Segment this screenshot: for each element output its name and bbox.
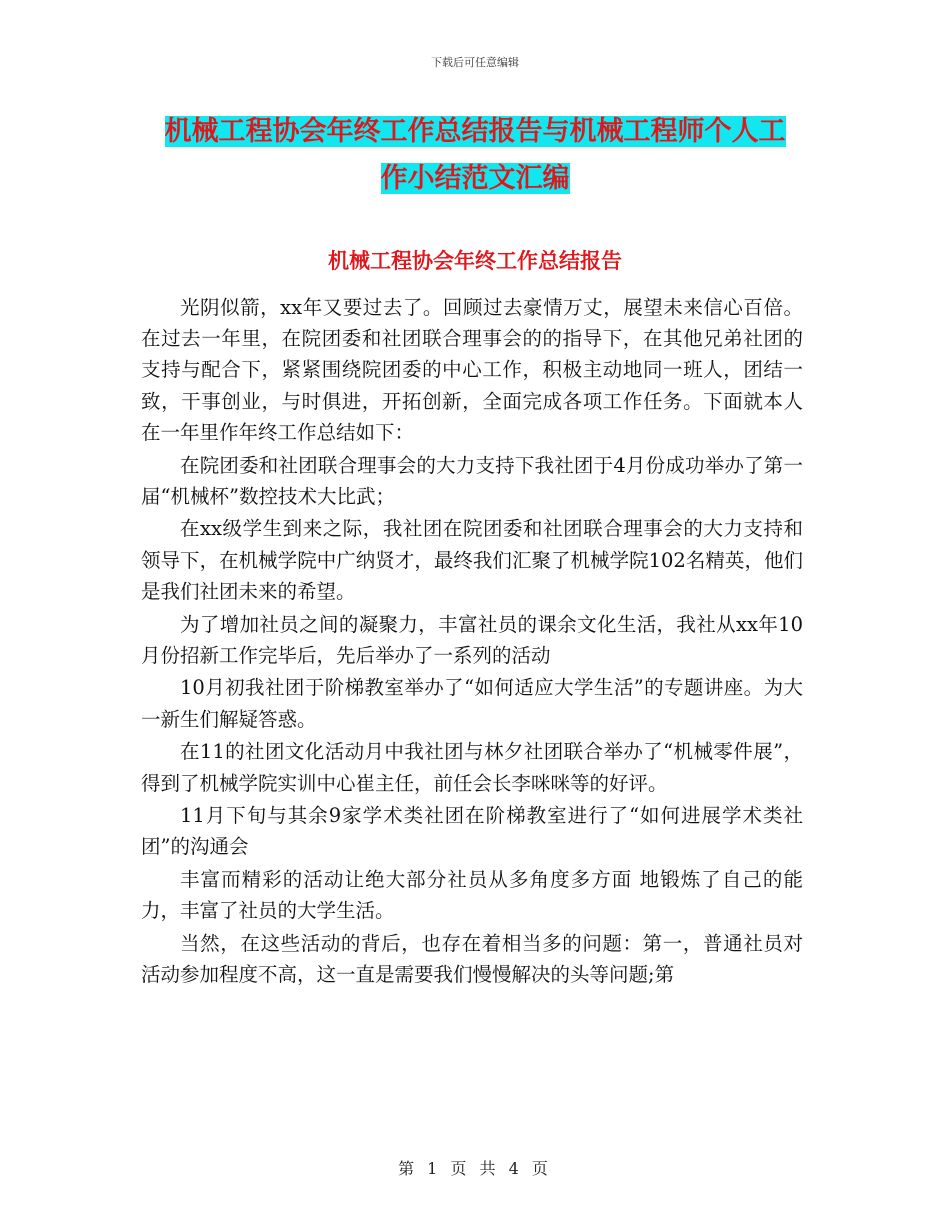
paragraph-4: 为了增加社员之间的凝聚力，丰富社员的课余文化生活，我社从xx年10月份招新工作完毕后，先后举办了一系列的活动 [141, 612, 803, 667]
paragraph-5: 10月初我社团于阶梯教室举办了“如何适应大学生活”的专题讲座。为大一新生们解疑答惑。 [141, 676, 803, 731]
document-title-line-2: 作小结范文汇编 [380, 163, 570, 194]
paragraph-6: 在11的社团文化活动月中我社团与林夕社团联合举办了“机械零件展”，得到了机械学院实训中心崔主任，前任会长李咪咪等的好评。 [141, 740, 803, 795]
body-text [141, 292, 803, 992]
document-title-line-1: 机械工程协会年终工作总结报告与机械工程师个人工 [164, 116, 786, 147]
paragraph-7: 11月下旬与其余9家学术类社团在阶梯教室进行了“如何进展学术类社团”的沟通会 [141, 804, 803, 859]
document-title [120, 108, 830, 202]
page-header: 下载后可任意编辑 [431, 56, 519, 69]
page-number-footer: 第 1 页 共 4 页 [398, 1159, 552, 1178]
paragraph-8: 丰富而精彩的活动让绝大部分社员从多角度多方面 地锻炼了自己的能力，丰富了社员的大学生活。 [141, 868, 803, 923]
paragraph-9: 当然，在这些活动的背后，也存在着相当多的问题：第一，普通社员对活动参加程度不高，这一直是需要我们慢慢解决的头等问题;第 [141, 932, 803, 987]
paragraph-1: 光阴似箭，xx年又要过去了。回顾过去豪情万丈，展望未来信心百倍。在过去一年里，在院团委和社团联合理事会的的指导下，在其他兄弟社团的支持与配合下，紧紧围绕院团委的中心工作，积极主动地同一班人，团结一致，干事创业，与时俱进，开拓创新，全面完成各项工作任务。下面就本人在一年里作年终工作总结如下： [141, 296, 803, 444]
paragraph-3: 在xx级学生到来之际，我社团在院团委和社团联合理事会的大力支持和领导下，在机械学院中广纳贤才，最终我们汇聚了机械学院102名精英，他们是我们社团未来的希望。 [141, 517, 803, 603]
section-title: 机械工程协会年终工作总结报告 [328, 249, 622, 273]
paragraph-2: 在院团委和社团联合理事会的大力支持下我社团于4月份成功举办了第一届“机械杯”数控技术大比武； [141, 453, 803, 508]
